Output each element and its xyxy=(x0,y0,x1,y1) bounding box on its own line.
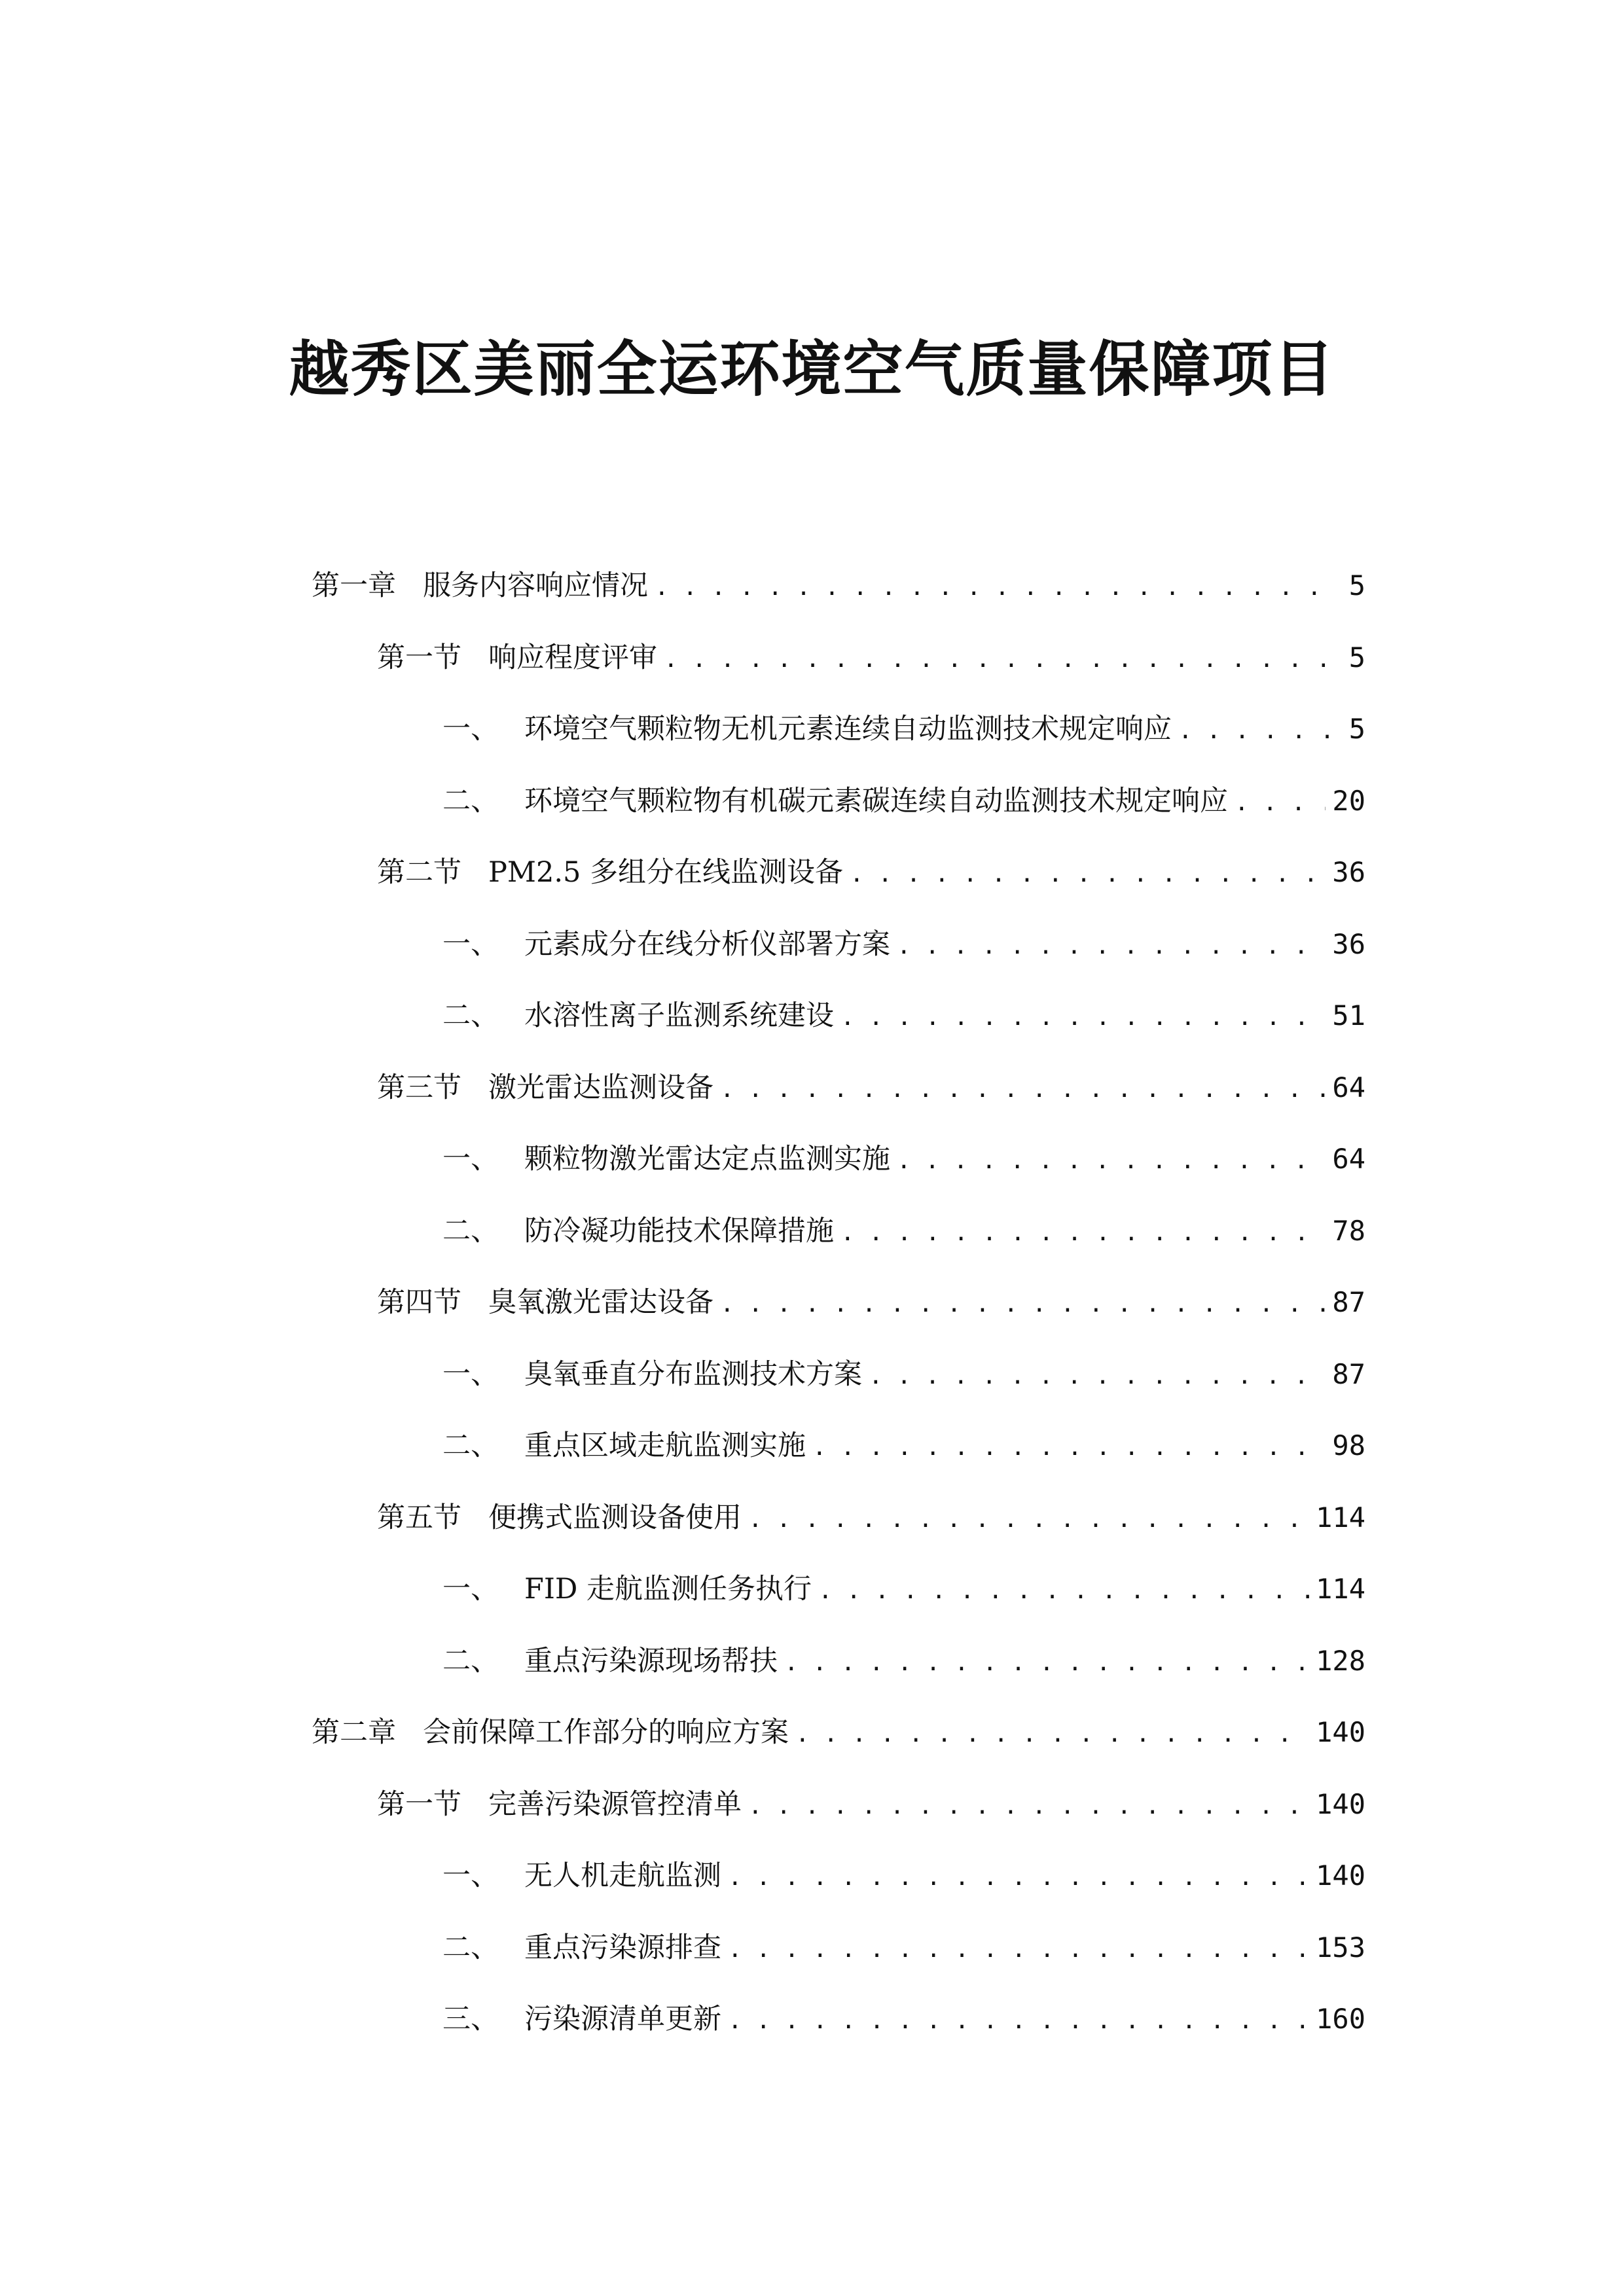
toc-entry-page-number: 87 xyxy=(1332,1357,1365,1390)
toc-entry-title: 环境空气颗粒物无机元素连续自动监测技术规定响应 xyxy=(524,713,1172,745)
toc-entry[interactable] xyxy=(312,693,1365,765)
toc-entry-title: 便携式监测设备使用 xyxy=(488,1501,742,1534)
toc-entry-title: 会前保障工作部分的响应方案 xyxy=(423,1716,789,1749)
toc-leader-dots xyxy=(897,1125,1326,1197)
toc-leader-dots xyxy=(1235,767,1326,839)
toc-entry-title: 服务内容响应情况 xyxy=(423,569,648,602)
toc-entry-page-number: 140 xyxy=(1316,1787,1365,1820)
toc-entry-number: 第一章 xyxy=(312,569,396,602)
toc-entry[interactable] xyxy=(312,1553,1365,1625)
toc-entry-title: 响应程度评审 xyxy=(488,641,657,674)
toc-leader-dots xyxy=(897,910,1326,982)
toc-leader-dots xyxy=(748,1484,1309,1556)
toc-entry-title: 防冷凝功能技术保障措施 xyxy=(524,1214,834,1247)
toc-entry-page-number: 114 xyxy=(1316,1573,1365,1605)
toc-leader-dots xyxy=(728,1985,1309,2057)
toc-entry-page-number: 160 xyxy=(1316,2003,1365,2035)
toc-entry-title: 臭氧垂直分布监测技术方案 xyxy=(524,1357,862,1391)
document-title: 越秀区美丽全运环境空气质量保障项目 xyxy=(289,334,1335,404)
toc-entry[interactable] xyxy=(312,1768,1365,1840)
toc-leader-dots xyxy=(795,1698,1309,1770)
toc-entry[interactable] xyxy=(312,1625,1365,1697)
toc-entry[interactable] xyxy=(312,1983,1365,2055)
toc-entry-number: 第一节 xyxy=(377,641,461,674)
table-of-contents xyxy=(312,550,1365,2055)
toc-entry-number: 一、 xyxy=(442,1573,499,1605)
toc-leader-dots xyxy=(869,1340,1326,1412)
toc-entry[interactable] xyxy=(312,1195,1365,1267)
toc-entry-page-number: 153 xyxy=(1316,1931,1365,1964)
toc-entry[interactable] xyxy=(312,1696,1365,1768)
toc-leader-dots xyxy=(818,1555,1309,1627)
toc-entry-title: FID 走航监测任务执行 xyxy=(524,1573,812,1605)
toc-entry-title: 水溶性离子监测系统建设 xyxy=(524,999,834,1032)
toc-entry-number: 二、 xyxy=(442,999,499,1032)
toc-entry-page-number: 36 xyxy=(1332,856,1365,888)
toc-entry[interactable] xyxy=(312,980,1365,1052)
toc-entry-title: 重点污染源排查 xyxy=(524,1931,721,1964)
toc-entry[interactable] xyxy=(312,1052,1365,1124)
toc-entry-page-number: 128 xyxy=(1316,1644,1365,1677)
toc-entry-page-number: 114 xyxy=(1316,1501,1365,1534)
toc-entry[interactable] xyxy=(312,550,1365,622)
toc-entry[interactable] xyxy=(312,1912,1365,1984)
toc-entry-number: 一、 xyxy=(442,1859,499,1892)
toc-entry-page-number: 64 xyxy=(1332,1143,1365,1175)
toc-entry-title: 重点区域走航监测实施 xyxy=(524,1429,806,1462)
toc-entry-page-number: 5 xyxy=(1348,713,1365,745)
toc-entry-number: 二、 xyxy=(442,1931,499,1964)
toc-entry-title: 元素成分在线分析仪部署方案 xyxy=(524,927,890,961)
toc-leader-dots xyxy=(840,1197,1326,1269)
toc-entry-number: 第五节 xyxy=(377,1501,461,1534)
toc-entry-page-number: 78 xyxy=(1332,1214,1365,1247)
toc-leader-dots xyxy=(1178,695,1333,767)
toc-entry-number: 第四节 xyxy=(377,1286,461,1319)
toc-leader-dots xyxy=(728,1914,1309,1986)
toc-entry-number: 第二节 xyxy=(377,856,461,889)
toc-entry-number: 一、 xyxy=(442,927,499,961)
toc-entry-title: 激光雷达监测设备 xyxy=(488,1071,713,1104)
toc-entry-title: PM2.5 多组分在线监测设备 xyxy=(488,856,844,889)
toc-leader-dots xyxy=(728,1842,1309,1914)
toc-leader-dots xyxy=(720,1054,1326,1126)
toc-entry[interactable] xyxy=(312,1123,1365,1195)
toc-entry-number: 一、 xyxy=(442,713,499,745)
toc-entry-number: 二、 xyxy=(442,1644,499,1677)
toc-entry-number: 第三节 xyxy=(377,1071,461,1104)
toc-entry[interactable] xyxy=(312,1266,1365,1338)
toc-leader-dots xyxy=(850,838,1326,910)
toc-entry-number: 二、 xyxy=(442,784,499,817)
toc-entry-title: 无人机走航监测 xyxy=(524,1859,721,1892)
toc-entry[interactable] xyxy=(312,765,1365,837)
toc-leader-dots xyxy=(655,552,1333,624)
toc-entry-number: 第二章 xyxy=(312,1716,396,1749)
toc-entry-page-number: 36 xyxy=(1332,927,1365,960)
toc-leader-dots xyxy=(664,624,1333,696)
toc-entry-page-number: 140 xyxy=(1316,1859,1365,1892)
toc-entry-number: 一、 xyxy=(442,1143,499,1175)
toc-entry[interactable] xyxy=(312,1410,1365,1482)
toc-entry-title: 臭氧激光雷达设备 xyxy=(488,1286,713,1319)
toc-entry[interactable] xyxy=(312,1840,1365,1912)
toc-entry-title: 颗粒物激光雷达定点监测实施 xyxy=(524,1143,890,1175)
toc-leader-dots xyxy=(784,1627,1309,1699)
toc-entry[interactable] xyxy=(312,622,1365,694)
toc-entry-number: 二、 xyxy=(442,1214,499,1247)
toc-entry-number: 三、 xyxy=(442,2003,499,2036)
toc-entry-page-number: 51 xyxy=(1332,999,1365,1031)
toc-entry-page-number: 5 xyxy=(1348,641,1365,673)
toc-leader-dots xyxy=(748,1770,1309,1842)
toc-entry[interactable] xyxy=(312,836,1365,908)
toc-leader-dots xyxy=(720,1268,1326,1340)
toc-entry-title: 环境空气颗粒物有机碳元素碳连续自动监测技术规定响应 xyxy=(524,784,1228,817)
toc-entry[interactable] xyxy=(312,1482,1365,1554)
toc-entry-page-number: 20 xyxy=(1332,784,1365,817)
toc-entry[interactable] xyxy=(312,1338,1365,1410)
toc-entry-number: 第一节 xyxy=(377,1787,461,1821)
toc-entry-number: 一、 xyxy=(442,1357,499,1391)
toc-entry-page-number: 140 xyxy=(1316,1716,1365,1748)
toc-entry-page-number: 5 xyxy=(1348,569,1365,601)
toc-entry-title: 重点污染源现场帮扶 xyxy=(524,1644,778,1677)
toc-entry[interactable] xyxy=(312,908,1365,980)
toc-leader-dots xyxy=(812,1412,1326,1484)
toc-entry-page-number: 98 xyxy=(1332,1429,1365,1462)
toc-entry-title: 完善污染源管控清单 xyxy=(488,1787,742,1821)
toc-leader-dots xyxy=(840,982,1326,1054)
toc-entry-page-number: 87 xyxy=(1332,1286,1365,1318)
toc-entry-number: 二、 xyxy=(442,1429,499,1462)
toc-entry-title: 污染源清单更新 xyxy=(524,2003,721,2036)
toc-entry-page-number: 64 xyxy=(1332,1071,1365,1103)
